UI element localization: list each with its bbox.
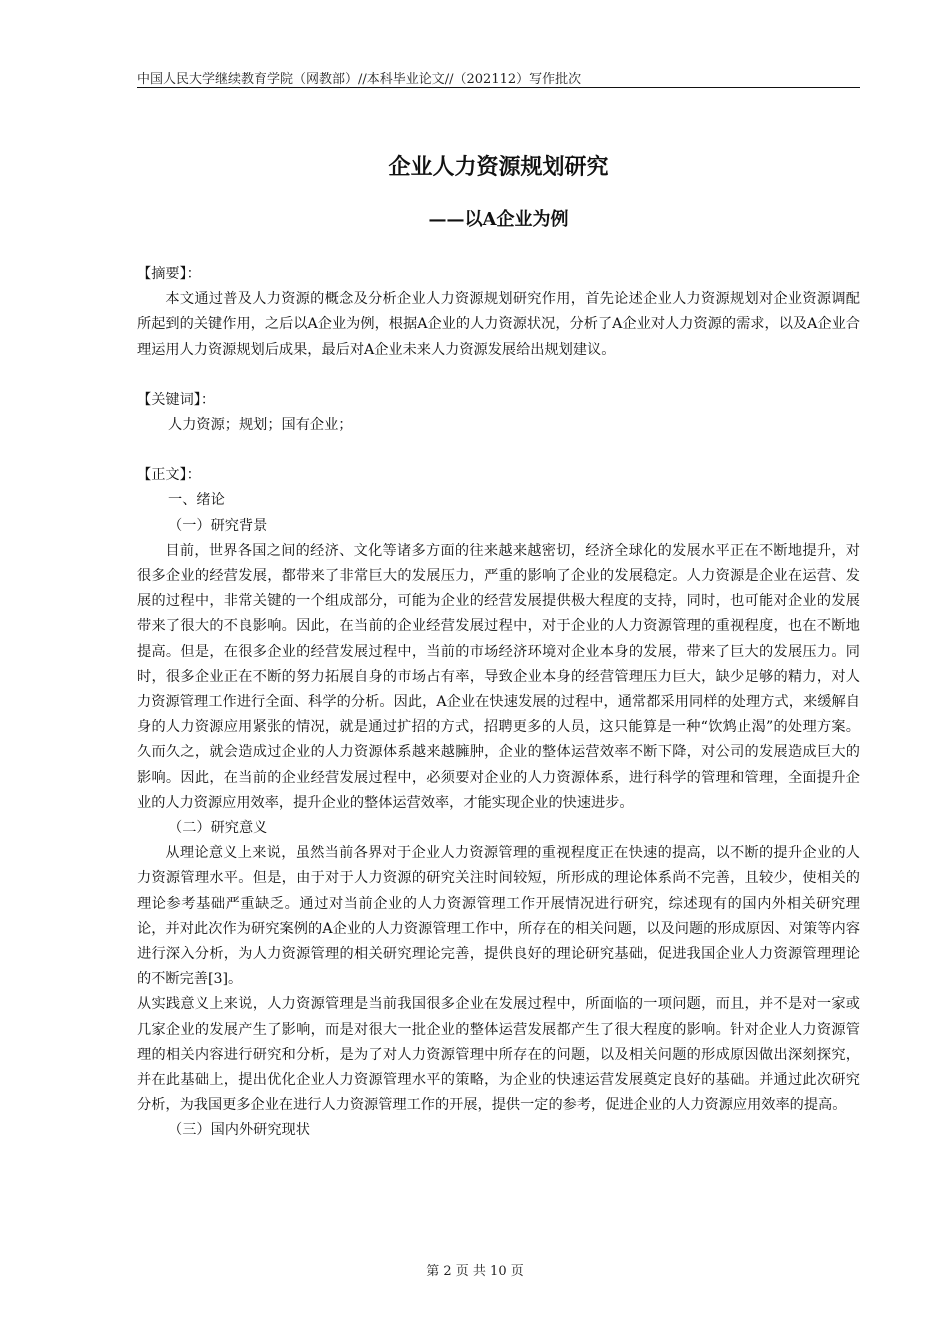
main-text-label: 【正文】： <box>137 467 201 484</box>
paragraph-text: 从实践意义上来说，人力资源管理是当前我国很多企业在发展过程中，所面临的一项问题，而且，并不是对一家或几家企业的发展产生了影响，而是对很大一批企业的整体运营发展都产生了很大程度的影响。针对企业人力资源管理的相关内容进行研究和分析，是为了对人力资源管理中所存在的问题，以及相关问题的形成原因做出深刻探究，并在此基础上，提出优化企业人力资源管理水平的策略，为企业的快速运营发展奠定良好的基础。并通过此次研究分析，为我国更多企业在进行人力资源管理工作的开展，提供一定的参考，促进企业的人力资源应用效率的提高。 <box>137 996 860 1114</box>
page-number: 第 2 页 共 10 页 <box>426 1264 524 1279</box>
keywords-text: 人力资源；规划；国有企业； <box>168 416 353 433</box>
paper-subtitle: ——以A企业为例 <box>428 209 569 230</box>
paper-body <box>137 262 860 1144</box>
running-header: 中国人民大学继续教育学院（网教部）//本科毕业论文//（202112）写作批次 <box>137 72 582 87</box>
subsection-heading-research-status: （三）国内外研究现状 <box>168 1122 310 1139</box>
keywords-label: 【关键词】： <box>137 391 216 408</box>
section-heading-intro: 一、绪论 <box>168 492 225 509</box>
header-divider <box>137 87 860 88</box>
theory-significance-paragraph <box>137 841 860 992</box>
abstract-text: 本文通过普及人力资源的概念及分析企业人力资源规划研究作用，首先论述企业人力资源规划对企业资源调配所起到的关键作用，之后以A企业为例，根据A企业的人力资源状况，分析了A企业对人力资源的需求，以及A企业合理运用人力资源规划后成果，最后对A企业未来人力资源发展给出规划建议。 <box>137 291 860 358</box>
paragraph-text: 从理论意义上来说，虽然当前各界对于企业人力资源管理的重视程度正在快速的提高，以不断的提升企业的人力资源管理水平。但是，由于对于人力资源的研究关注时间较短，所形成的理论体系尚不完善，且较少，使相关的理论参考基础严重缺乏。通过对当前企业的人力资源管理工作开展情况进行研究，综述现有的国内外相关研究理论，并对此次作为研究案例的A企业的人力资源管理工作中，所存在的相关问题，以及问题的形成原因、对策等内容进行深入分析，为人力资源管理的相关研究理论完善，提供良好的理论研究基础，促进我国企业人力资源管理理论的不断完善[3]。 <box>137 845 860 988</box>
spacer <box>137 438 860 463</box>
abstract-paragraph <box>137 287 860 363</box>
abstract-label: 【摘要】： <box>137 266 201 282</box>
background-paragraph <box>137 539 860 816</box>
paper-title: 企业人力资源规划研究 <box>388 154 609 180</box>
subsection-heading-significance: （二）研究意义 <box>168 819 268 836</box>
paragraph-text: 目前，世界各国之间的经济、文化等诸多方面的往来越来越密切，经济全球化的发展水平正在不断地提升，对很多企业的经营发展，都带来了非常巨大的发展压力，严重的影响了企业的发展稳定。人力资源是企业在运营、发展的过程中，非常关键的一个组成部分，可能为企业的经营发展提供极大程度的支持，同时，也可能对企业的发展带来了很大的不良影响。因此，在当前的企业经营发展过程中，对于企业的人力资源管理的重视程度，也在不断地提高。但是，在很多企业的经营发展过程中，当前的市场经济环境对企业本身的发展，带来了巨大的发展压力。同时，很多企业正在不断的努力拓展自身的市场占有率，导致企业本身的经营管理压力巨大，缺少足够的精力，对人力资源管理工作进行全面、科学的分析。因此，A企业在快速发展的过程中，通常都采用同样的处理方式，来缓解自身的人力资源应用紧张的情况，就是通过扩招的方式，招聘更多的人员，这只能算是一种“饮鸩止渴”的处理方案。久而久之，就会造成过企业的人力资源体系越来越臃肿，企业的整体运营效率不断下降，对公司的发展造成巨大的影响。因此，在当前的企业经营发展过程中，必须要对企业的人力资源体系，进行科学的管理和管理，全面提升企业的人力资源应用效率，提升企业的整体运营效率，才能实现企业的快速进步。 <box>137 542 860 811</box>
practice-significance-paragraph <box>137 992 860 1118</box>
spacer <box>137 363 860 388</box>
subsection-heading-background: （一）研究背景 <box>168 517 268 534</box>
